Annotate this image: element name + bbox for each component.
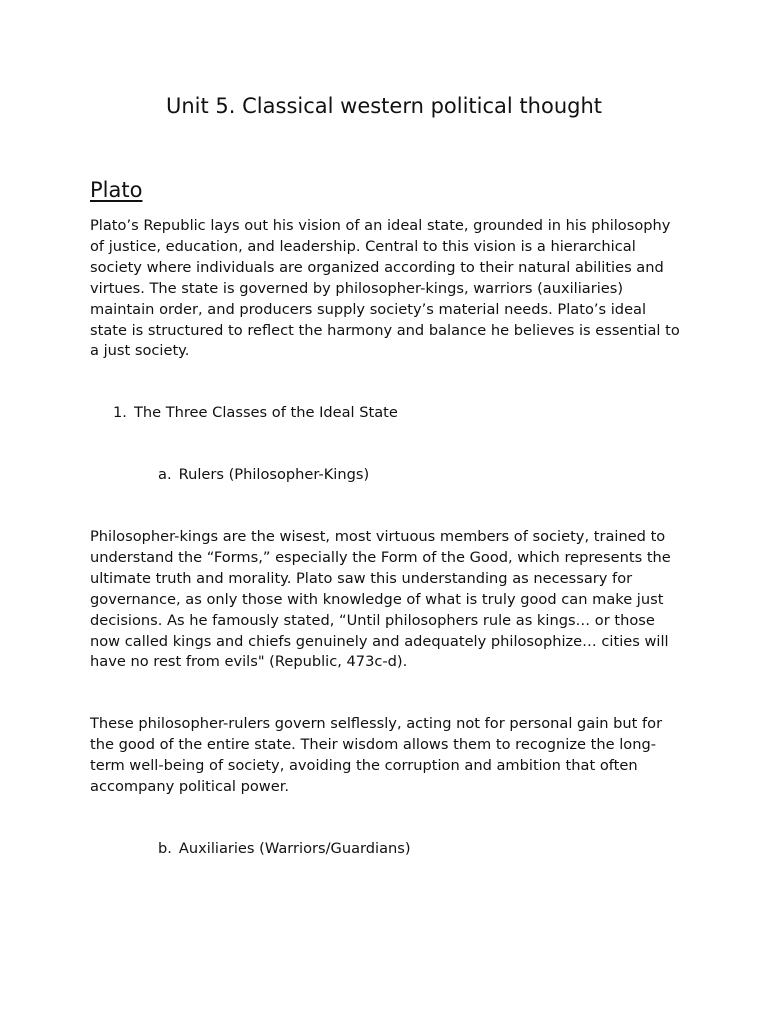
list-item-label: The Three Classes of the Ideal State [133,404,398,421]
sub-list-marker: b. [158,840,172,857]
sub-list-item-auxiliaries [158,839,411,860]
rulers-paragraph-2: These philosopher-rulers govern selflessly, acting not for personal gain but for the good of the entire state. Their wisdom allows them to recognize the long-term well-being of society, avoiding the corruption and ambition that often accompany political power. [90,715,663,795]
list-item-three-classes [113,403,398,424]
sub-list-item-label: Rulers (Philosopher-Kings) [178,466,370,483]
document-title: Unit 5. Classical western political thought [166,94,602,118]
rulers-paragraph-1: Philosopher-kings are the wisest, most virtuous members of society, trained to understand the “Forms,” especially the Form of the Good, which represents the ultimate truth and morality. Plato saw this understanding as necessary for governance, as only those with knowledge of what is truly good can make just decisions. As he famously stated, “Until philosophers rule as kings… or those now called kings and chiefs genuinely and adequately philosophize… cities will have no rest from evils" (Republic, 473c-d). [90,528,671,671]
sub-list-item-rulers [158,465,369,486]
intro-paragraph: Plato’s Republic lays out his vision of an ideal state, grounded in his philosophy of justice, education, and leadership. Central to this vision is a hierarchical society where individuals are organized according to their natural abilities and virtues. The state is governed by philosopher-kings, warriors (auxiliaries) maintain order, and producers supply society’s material needs. Plato’s ideal state is structured to reflect the harmony and balance he believes is essential to a just society. [90,217,680,360]
sub-list-item-label: Auxiliaries (Warriors/Guardians) [178,840,411,857]
list-marker: 1. [113,404,127,421]
section-heading-plato: Plato [90,178,143,202]
sub-list-marker: a. [158,466,172,483]
